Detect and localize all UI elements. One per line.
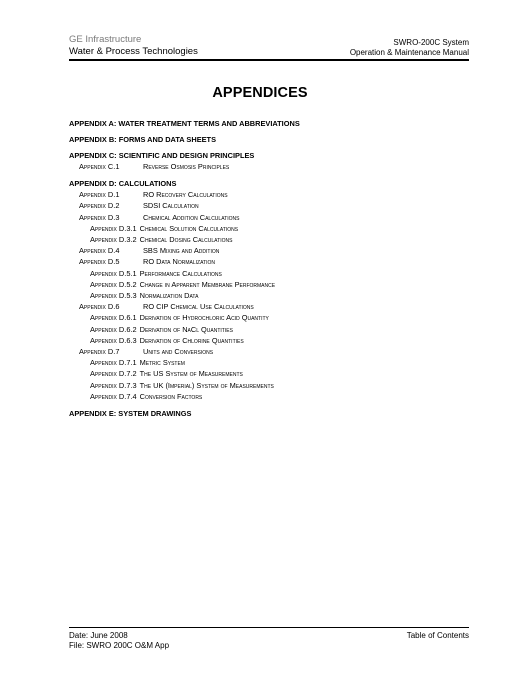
- toc-subentry[interactable]: [69, 312, 469, 323]
- toc-section-b[interactable]: APPENDIX B: FORMS AND DATA SHEETS: [69, 135, 216, 144]
- toc-section-c[interactable]: APPENDIX C: SCIENTIFIC AND DESIGN PRINCIPLES: [69, 151, 255, 160]
- page-title: APPENDICES: [212, 85, 308, 101]
- toc-entry[interactable]: [69, 301, 469, 312]
- entry-code: Appendix D.5.3: [90, 291, 137, 301]
- entry-title: SDSI Calculation: [143, 201, 199, 211]
- header-rule: [69, 59, 469, 61]
- entry-code: Appendix D.7.1: [90, 358, 137, 368]
- entry-title: Chemical Solution Calculations: [139, 223, 239, 233]
- toc-entry[interactable]: [69, 245, 469, 256]
- toc-subentry[interactable]: [69, 335, 469, 346]
- entry-code: Appendix D.7.3: [90, 380, 137, 390]
- entry-code: Appendix D.5.1: [90, 268, 137, 278]
- toc-subentry[interactable]: [69, 290, 469, 301]
- toc-entry[interactable]: [69, 200, 469, 211]
- system-name: SWRO-200C System: [393, 38, 469, 47]
- entry-code: Appendix D.6.2: [90, 324, 137, 334]
- entry-code: Appendix D.3: [79, 212, 120, 222]
- entry-title: Chemical Addition Calculations: [143, 212, 240, 222]
- entry-title: Change in Apparent Membrane Performance: [139, 279, 276, 289]
- toc-subentry[interactable]: [69, 234, 469, 245]
- toc-subentry[interactable]: [69, 368, 469, 379]
- entry-title: The US System of Measurements: [139, 369, 243, 379]
- entry-title: Chemical Dosing Calculations: [139, 235, 233, 245]
- entry-title: RO Data Normalization: [143, 257, 215, 267]
- manual-name: Operation & Maintenance Manual: [349, 48, 469, 57]
- entry-code: Appendix D.3.1: [90, 223, 137, 233]
- footer-info: [69, 631, 169, 651]
- entry-title: Reverse Osmosis Principles: [143, 162, 230, 171]
- entry-title: Performance Calculations: [139, 268, 222, 278]
- entry-title: Metric System: [139, 358, 185, 368]
- entry-title: Conversion Factors: [139, 391, 203, 401]
- entry-title: SBS Mixing and Addition: [143, 246, 220, 256]
- division-name: Water & Process Technologies: [69, 46, 198, 57]
- toc-entry[interactable]: [69, 189, 469, 200]
- entry-title: RO CIP Chemical Use Calculations: [143, 302, 254, 312]
- header-document: [350, 38, 469, 58]
- entry-code: Appendix C.1: [79, 162, 120, 171]
- toc-entry[interactable]: [69, 346, 469, 357]
- entry-code: Appendix D.7.4: [90, 391, 137, 401]
- toc-entry[interactable]: [69, 161, 469, 172]
- footer-rule: [69, 627, 469, 628]
- toc-section-d[interactable]: APPENDIX D: CALCULATIONS: [69, 179, 177, 189]
- toc-section-a[interactable]: APPENDIX A: WATER TREATMENT TERMS AND ABBREVIATIONS: [69, 119, 300, 128]
- entry-title: Derivation of Chlorine Quantities: [139, 335, 244, 345]
- company-name: GE Infrastructure: [69, 34, 142, 45]
- toc-section-e[interactable]: APPENDIX E: SYSTEM DRAWINGS: [69, 409, 192, 419]
- entry-code: Appendix D.7: [79, 347, 120, 357]
- entry-code: Appendix D.5.2: [90, 279, 137, 289]
- entry-code: Appendix D.5: [79, 257, 120, 267]
- toc-entry[interactable]: [69, 212, 469, 223]
- toc-subentry[interactable]: [69, 268, 469, 279]
- entry-code: Appendix D.6.1: [90, 313, 137, 323]
- header-company: [69, 34, 198, 58]
- footer-date: Date: June 2008: [69, 631, 128, 640]
- entry-title: The UK (Imperial) System of Measurements: [139, 380, 274, 390]
- entry-title: Units and Conversions: [143, 347, 214, 357]
- toc-subentry[interactable]: [69, 391, 469, 402]
- entry-code: Appendix D.7.2: [90, 369, 137, 379]
- entry-code: Appendix D.6.3: [90, 335, 137, 345]
- toc-subentry[interactable]: [69, 324, 469, 335]
- entry-title: Derivation of Hydrochloric Acid Quantity: [139, 313, 269, 323]
- footer-section-name: Table of Contents: [406, 631, 469, 640]
- toc-subentry[interactable]: [69, 279, 469, 290]
- entry-code: Appendix D.1: [79, 190, 120, 200]
- toc-subentry[interactable]: [69, 223, 469, 234]
- entry-code: Appendix D.4: [79, 246, 120, 256]
- footer-file: File: SWRO 200C O&M App: [69, 641, 170, 650]
- entry-code: Appendix D.6: [79, 302, 120, 312]
- toc-subentry[interactable]: [69, 357, 469, 368]
- entry-code: Appendix D.3.2: [90, 235, 137, 245]
- table-of-contents: [69, 118, 469, 424]
- entry-title: Normalization Data: [139, 291, 199, 301]
- entry-title: RO Recovery Calculations: [143, 190, 228, 200]
- toc-subentry[interactable]: [69, 380, 469, 391]
- entry-code: Appendix D.2: [79, 201, 120, 211]
- entry-title: Derivation of NaCl Quantities: [139, 324, 233, 334]
- toc-entry[interactable]: [69, 256, 469, 267]
